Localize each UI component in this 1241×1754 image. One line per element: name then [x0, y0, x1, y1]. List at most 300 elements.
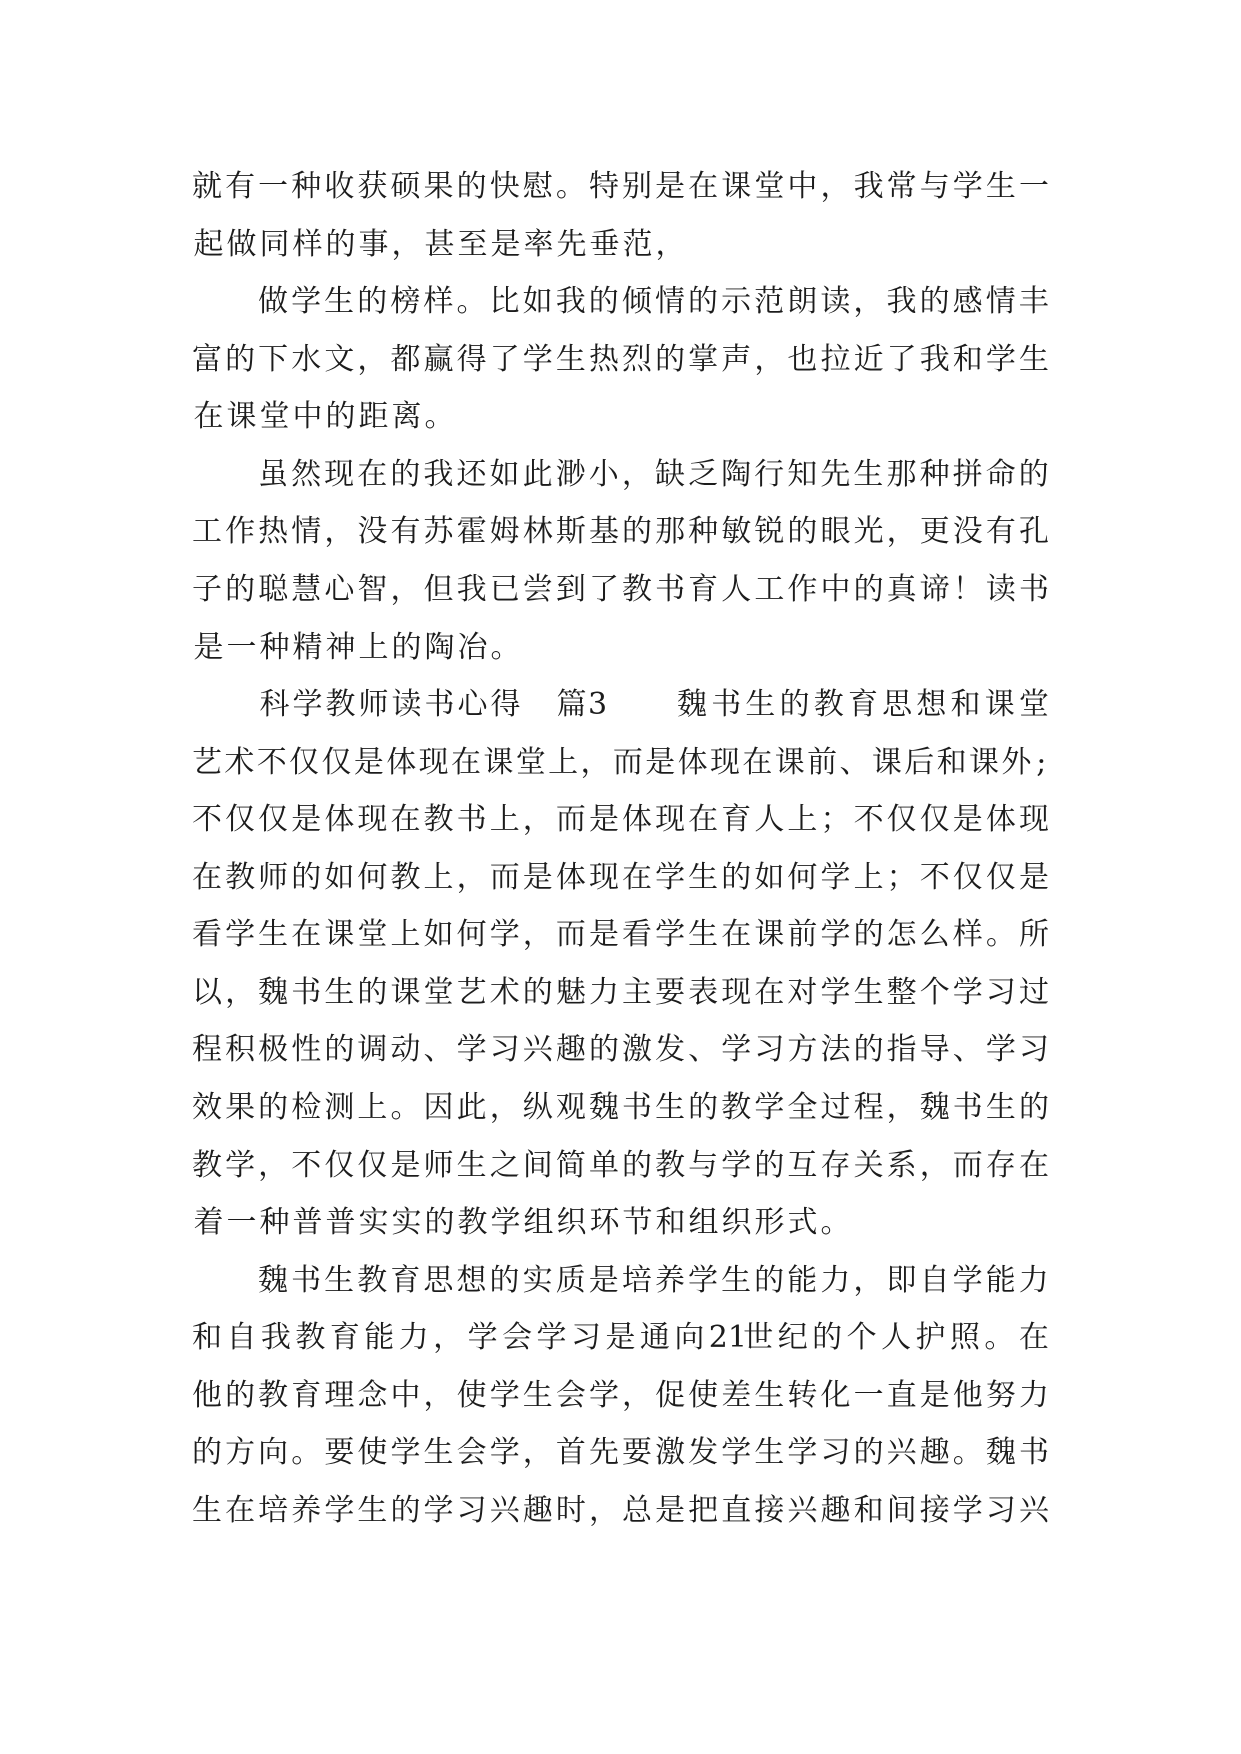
glyph: 的: [192, 1435, 222, 1471]
glyph: 与: [919, 169, 950, 204]
glyph: 学: [721, 1435, 752, 1471]
text-line: [192, 446, 1049, 504]
glyph: 培: [621, 1262, 652, 1298]
text-line: [192, 1482, 1049, 1540]
glyph: 的: [779, 687, 810, 723]
glyph: 做: [258, 284, 288, 320]
glyph: 就: [192, 169, 222, 204]
glyph: 习: [985, 1492, 1016, 1528]
glyph: 生: [688, 859, 719, 895]
glyph: 直: [721, 1492, 752, 1528]
glyph: 所: [1018, 917, 1049, 953]
glyph: 育: [329, 1320, 360, 1356]
glyph: 术: [224, 744, 255, 780]
glyph: 兴: [489, 1492, 520, 1528]
glyph: 行: [754, 456, 785, 492]
glyph: 实: [522, 1262, 553, 1298]
glyph: 样: [952, 917, 983, 953]
glyph: 虽: [258, 456, 288, 492]
text-line: [192, 964, 1049, 1022]
glyph: 在: [1018, 1147, 1049, 1183]
glyph: 种: [259, 1205, 290, 1241]
glyph: 体: [324, 802, 355, 838]
glyph: 生: [853, 974, 884, 1010]
glyph: 体: [622, 802, 653, 838]
glyph: 、: [423, 1032, 454, 1068]
glyph: 示: [721, 284, 752, 320]
glyph: 育: [390, 1262, 421, 1298]
glyph: 陶: [721, 456, 752, 492]
glyph: 学: [490, 1205, 521, 1241]
glyph: 。: [490, 629, 521, 665]
glyph: 的: [787, 514, 818, 550]
glyph: 直: [886, 1377, 917, 1413]
glyph: 么: [919, 917, 950, 953]
glyph: ，: [588, 1492, 619, 1528]
glyph: 外: [1001, 744, 1032, 780]
glyph: 离: [391, 399, 422, 435]
glyph: 书: [291, 974, 322, 1010]
glyph: 书: [1018, 1435, 1049, 1471]
glyph: 之: [489, 1147, 520, 1183]
glyph: 学: [489, 1435, 520, 1471]
glyph: 使: [688, 1377, 719, 1413]
glyph: 基: [588, 514, 619, 550]
glyph: 的: [522, 974, 553, 1010]
glyph: ，: [489, 1090, 520, 1125]
glyph: 在: [291, 917, 322, 953]
glyph: 我: [555, 284, 586, 320]
glyph: 的: [225, 571, 256, 607]
glyph: 学: [225, 917, 256, 953]
glyph: 化: [820, 1377, 851, 1413]
glyph: 促: [655, 1377, 686, 1413]
glyph: 会: [555, 1377, 586, 1413]
glyph: 感: [952, 284, 983, 320]
glyph: 中: [787, 169, 818, 204]
glyph: 。: [424, 399, 455, 435]
glyph: 我: [853, 169, 884, 204]
glyph: 情: [985, 284, 1016, 320]
glyph: [539, 676, 556, 734]
glyph: ，: [390, 571, 421, 607]
glyph: ，: [580, 744, 611, 780]
glyph: 测: [324, 1090, 355, 1125]
glyph: 而: [952, 1147, 983, 1183]
glyph: 但: [423, 571, 454, 607]
glyph: [522, 676, 539, 734]
glyph: 人: [881, 1320, 912, 1356]
glyph: 养: [291, 1492, 322, 1528]
glyph: 的: [853, 571, 884, 607]
glyph: 方: [787, 1032, 818, 1068]
glyph: 缺: [654, 456, 685, 492]
glyph: 在: [622, 859, 653, 895]
glyph: 起: [193, 226, 224, 262]
glyph: 导: [919, 1032, 950, 1068]
glyph: 教: [192, 1147, 222, 1183]
glyph: 转: [787, 1377, 818, 1413]
glyph: 过: [820, 1090, 851, 1125]
glyph: 生: [456, 1147, 487, 1183]
glyph: 体: [677, 744, 708, 780]
glyph: 文: [324, 341, 355, 377]
text-line: [192, 158, 1049, 216]
glyph: 的: [812, 1320, 843, 1356]
glyph: 书: [291, 1262, 322, 1298]
glyph: 仅: [324, 1147, 355, 1183]
glyph: 在: [688, 169, 719, 204]
body-text: [192, 158, 1049, 1540]
glyph: 人: [721, 571, 752, 607]
glyph: 师: [423, 1147, 454, 1183]
glyph: 先: [556, 226, 587, 262]
glyph: 能: [787, 1262, 818, 1298]
glyph: 的: [588, 1032, 619, 1068]
glyph: 常: [886, 169, 917, 204]
glyph: 上: [489, 802, 520, 838]
glyph: 看: [192, 917, 222, 953]
glyph: 如: [522, 284, 553, 320]
glyph: 一: [1018, 169, 1049, 204]
glyph: 的: [721, 859, 752, 895]
glyph: 总: [622, 1492, 653, 1528]
glyph: 教: [721, 1090, 752, 1125]
glyph: 上: [787, 802, 818, 838]
glyph: 现: [710, 744, 740, 780]
glyph: 不: [853, 802, 884, 838]
glyph: 力: [398, 1320, 429, 1356]
glyph: 即: [886, 1262, 917, 1298]
glyph: 存: [985, 1147, 1016, 1183]
glyph: 读: [985, 571, 1016, 607]
glyph: 想: [456, 1262, 487, 1298]
glyph: 人: [754, 802, 785, 838]
glyph: 学: [588, 1377, 619, 1413]
glyph: 斯: [555, 514, 586, 550]
glyph: 。: [820, 1205, 851, 1241]
glyph: 师: [258, 859, 289, 895]
glyph: 倾: [621, 284, 652, 320]
glyph: 、: [688, 1032, 719, 1068]
glyph: 如: [423, 917, 454, 953]
paragraph: [192, 273, 1049, 446]
glyph: 上: [390, 917, 421, 953]
glyph: 现: [1018, 802, 1049, 838]
glyph: 上: [853, 859, 884, 895]
glyph: 不: [192, 802, 222, 838]
glyph: 养: [654, 1262, 685, 1298]
glyph: 接: [919, 1492, 950, 1528]
glyph: 学: [225, 1147, 256, 1183]
glyph: 子: [192, 571, 222, 607]
glyph: 课: [871, 744, 902, 780]
glyph: 性: [291, 1032, 322, 1068]
glyph: 动: [390, 1032, 421, 1068]
glyph: 个: [846, 1320, 877, 1356]
glyph: 我: [456, 571, 487, 607]
glyph: 如: [324, 859, 355, 895]
glyph: 艺: [456, 974, 487, 1010]
glyph: 至: [457, 226, 488, 262]
glyph: 在: [1018, 1320, 1049, 1356]
glyph: 后: [904, 744, 935, 780]
glyph: 是: [919, 1377, 950, 1413]
glyph: 的: [325, 399, 356, 435]
glyph: 的: [225, 341, 256, 377]
glyph: 水: [291, 341, 322, 377]
glyph: 事: [358, 226, 389, 262]
text-line: [192, 388, 1049, 446]
glyph: 一: [226, 1205, 257, 1241]
text-line: [192, 216, 1049, 274]
glyph: 生: [754, 1377, 785, 1413]
glyph: ，: [655, 226, 686, 262]
glyph: 艺: [192, 744, 222, 780]
glyph: 工: [754, 571, 785, 607]
glyph: 尝: [522, 571, 553, 607]
glyph: 是: [390, 1147, 421, 1183]
glyph: 实: [391, 1205, 422, 1241]
glyph: 过: [1018, 974, 1049, 1010]
glyph: ，: [324, 514, 355, 550]
glyph: ，: [391, 226, 422, 262]
glyph: 学: [688, 1262, 719, 1298]
glyph: 比: [489, 284, 520, 320]
glyph: 习: [1018, 1032, 1049, 1068]
glyph: 书: [1018, 571, 1049, 607]
glyph: 现: [588, 859, 619, 895]
glyph: 念: [357, 1377, 388, 1413]
glyph: 冶: [457, 629, 488, 665]
glyph: 学: [754, 1090, 785, 1125]
glyph: 教: [423, 802, 454, 838]
glyph: ，: [621, 456, 652, 492]
glyph: 现: [655, 802, 686, 838]
glyph: 。: [985, 917, 1016, 953]
glyph: 书: [711, 687, 742, 723]
glyph: 课: [774, 744, 805, 780]
glyph: 习: [489, 1032, 520, 1068]
glyph: 的: [688, 284, 719, 320]
glyph: 简: [555, 1147, 586, 1183]
glyph: 生: [324, 1262, 355, 1298]
section-heading: [258, 676, 608, 734]
glyph: 观: [555, 1090, 586, 1125]
glyph: 渺: [555, 456, 586, 492]
glyph: 、: [839, 744, 870, 780]
glyph: 拉: [820, 341, 851, 377]
glyph: 组: [688, 1205, 719, 1241]
glyph: 快: [489, 169, 520, 204]
glyph: 聪: [258, 571, 289, 607]
glyph: 样: [292, 226, 323, 262]
glyph: 生: [985, 169, 1016, 204]
glyph: 向: [258, 1435, 289, 1471]
glyph: 教: [295, 1320, 326, 1356]
glyph: 现: [357, 802, 388, 838]
glyph: 术: [489, 974, 520, 1010]
glyph: 生: [754, 1435, 785, 1471]
glyph: 堂: [357, 917, 388, 953]
glyph: 距: [358, 399, 389, 435]
glyph: 我: [919, 341, 950, 377]
glyph: 生: [853, 456, 884, 492]
glyph: 是: [1018, 859, 1049, 895]
glyph: 质: [555, 1262, 586, 1298]
glyph: 何: [357, 859, 388, 895]
glyph: 慰: [522, 169, 553, 204]
glyph: 间: [522, 1147, 553, 1183]
glyph: 没: [952, 514, 983, 550]
glyph: 理: [324, 1377, 355, 1413]
glyph: 的: [853, 1435, 884, 1471]
glyph: 学: [655, 917, 686, 953]
glyph: 指: [886, 1032, 917, 1068]
glyph: 不: [919, 859, 950, 895]
glyph: 仅: [919, 802, 950, 838]
glyph: 此: [456, 1090, 487, 1125]
glyph: 而: [555, 802, 586, 838]
glyph: 拼: [952, 456, 983, 492]
text-line: [192, 1424, 1049, 1482]
glyph: 我: [423, 456, 454, 492]
glyph: 学: [423, 1492, 454, 1528]
glyph: 的: [655, 341, 686, 377]
glyph: 上: [358, 629, 389, 665]
glyph: 的: [622, 1147, 653, 1183]
glyph: 了: [489, 341, 520, 377]
paragraph: [192, 446, 1049, 676]
glyph: 仅: [258, 802, 289, 838]
glyph: 的: [390, 1492, 421, 1528]
glyph: 的: [291, 859, 322, 895]
glyph: 的: [688, 1090, 719, 1125]
glyph: 生: [745, 687, 776, 723]
glyph: 丰: [1018, 284, 1049, 320]
glyph: 堂: [423, 974, 454, 1010]
glyph: ，: [886, 514, 917, 550]
glyph: 力: [1018, 1262, 1049, 1298]
glyph: 学: [952, 1492, 983, 1528]
glyph: 习: [754, 1032, 785, 1068]
glyph: 育: [688, 571, 719, 607]
glyph: 体: [386, 744, 417, 780]
glyph: 发: [655, 1032, 686, 1068]
glyph: ；: [820, 802, 851, 838]
glyph: 织: [556, 1205, 587, 1241]
glyph: ，: [522, 917, 553, 953]
glyph: 个: [919, 974, 950, 1010]
glyph: 何: [787, 859, 818, 895]
glyph: 烈: [622, 341, 653, 377]
glyph: 生: [258, 917, 289, 953]
glyph: ，: [886, 1090, 917, 1125]
glyph: 学: [721, 1032, 752, 1068]
glyph: 教: [655, 1147, 686, 1183]
glyph: 赢: [423, 341, 454, 377]
glyph: 培: [258, 1492, 289, 1528]
glyph: 的: [357, 974, 388, 1010]
glyph: 在: [390, 802, 421, 838]
text-line: [192, 791, 1049, 849]
text-line: [192, 1309, 1049, 1367]
glyph: 趣: [820, 1492, 851, 1528]
glyph: 是: [490, 226, 521, 262]
glyph: 。: [555, 169, 586, 204]
glyph: 教: [813, 687, 844, 723]
glyph: 果: [423, 169, 454, 204]
glyph: 激: [655, 1435, 686, 1471]
glyph: 榜: [390, 284, 421, 320]
text-line: [192, 619, 1049, 677]
glyph: 在: [192, 859, 222, 895]
glyph: 法: [820, 1032, 851, 1068]
glyph: ，: [820, 169, 851, 204]
glyph: 锐: [754, 514, 785, 550]
glyph: 慧: [291, 571, 322, 607]
text-line: [192, 331, 1049, 389]
glyph: 魏: [258, 974, 289, 1010]
glyph: 书: [622, 1090, 653, 1125]
glyph: 魏: [985, 1435, 1016, 1471]
glyph: ，: [853, 1262, 884, 1298]
glyph: 如: [754, 859, 785, 895]
glyph: 魏: [588, 1090, 619, 1125]
glyph: 学: [820, 917, 851, 953]
glyph: 读: [820, 284, 851, 320]
glyph: 热: [588, 341, 619, 377]
glyph: 21: [708, 1320, 747, 1356]
glyph: 是: [291, 802, 322, 838]
glyph: 差: [721, 1377, 752, 1413]
glyph: 仅: [289, 744, 320, 780]
glyph: 的: [1018, 456, 1049, 492]
glyph: 在: [721, 917, 752, 953]
glyph: 是: [588, 802, 619, 838]
text-line: [192, 1137, 1049, 1195]
glyph: 学: [820, 859, 851, 895]
glyph: 环: [589, 1205, 620, 1241]
glyph: ，: [258, 1147, 289, 1183]
glyph: 习: [570, 1320, 601, 1356]
glyph: 和: [192, 1320, 222, 1356]
glyph: 特: [588, 169, 619, 204]
text-line: [192, 734, 1049, 792]
glyph: 的: [754, 1262, 785, 1298]
heading-line: [192, 676, 1049, 734]
glyph: 通: [639, 1320, 670, 1356]
glyph: 课: [324, 917, 355, 953]
glyph: 堂: [515, 744, 546, 780]
glyph: 上: [548, 744, 579, 780]
glyph: 自: [226, 1320, 257, 1356]
glyph: 课: [226, 399, 257, 435]
glyph: 是: [645, 744, 676, 780]
glyph: 乏: [688, 456, 719, 492]
glyph: 力: [1018, 1377, 1049, 1413]
glyph: 形: [754, 1205, 785, 1241]
glyph: 谛: [919, 571, 950, 607]
glyph: 学: [985, 341, 1016, 377]
glyph: 课: [483, 744, 514, 780]
glyph: 一: [853, 1377, 884, 1413]
text-line: [192, 1367, 1049, 1425]
glyph: 有: [225, 169, 256, 204]
glyph: 使: [456, 1377, 487, 1413]
glyph: 是: [522, 859, 553, 895]
glyph: ，: [357, 341, 388, 377]
